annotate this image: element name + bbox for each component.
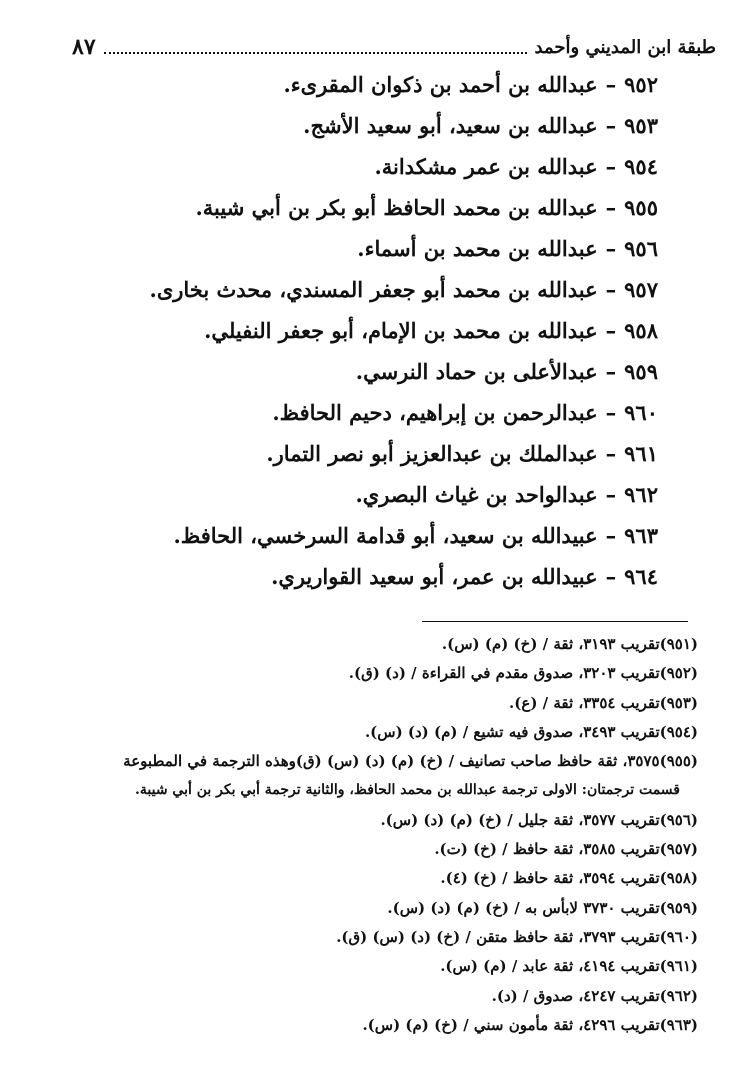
entry-dash: –	[605, 400, 617, 425]
entry-dash: –	[605, 318, 617, 343]
footnote: (٩٦٢)تقريب ٤٢٤٧، صدوق / (د).	[491, 986, 698, 1005]
entry-number: ٩٦٤	[624, 564, 658, 589]
list-item	[58, 556, 658, 597]
entry-dash: –	[605, 441, 617, 466]
entry-text: عبدالواحد بن غياث البصري.	[355, 482, 598, 507]
list-item	[58, 351, 658, 392]
entry-text: عبدالله بن عمر مشكدانة.	[374, 154, 598, 179]
entry-dash: –	[605, 72, 617, 97]
entry-text: عبيدالله بن سعيد، أبو قدامة السرخسي، الحافظ.	[173, 523, 598, 548]
entry-dash: –	[605, 564, 617, 589]
entry-number: ٩٥٥	[624, 195, 658, 220]
list-item	[58, 474, 658, 515]
footnote: (٩٥٦)تقريب ٣٥٧٧، ثقة جليل / (خ) (م) (د) (س).	[380, 810, 698, 829]
running-header	[72, 30, 716, 64]
entry-dash: –	[605, 236, 617, 261]
footnote: (٩٥٣)تقريب ٣٣٥٤، ثقة / (ع).	[509, 693, 698, 712]
list-item	[58, 64, 658, 105]
entry-dash: –	[605, 113, 617, 138]
entry-dash: –	[605, 482, 617, 507]
header-title: طبقة ابن المديني وأحمد	[534, 36, 716, 58]
entry-number: ٩٦٣	[624, 523, 658, 548]
footnote-divider	[422, 621, 688, 622]
list-item	[58, 269, 658, 310]
entry-number: ٩٥٣	[624, 113, 658, 138]
entry-dash: –	[605, 277, 617, 302]
entry-text: عبدالملك بن عبدالعزيز أبو نصر التمار.	[266, 441, 598, 466]
footnote: (٩٥٧)تقريب ٣٥٨٥، ثقة حافظ / (خ) (ت).	[434, 840, 698, 859]
entry-text: عبدالله بن محمد بن الإمام، أبو جعفر النفيلي.	[204, 318, 598, 343]
entry-number: ٩٥٤	[624, 154, 658, 179]
footnote: (٩٥٢)تقريب ٣٢٠٣، صدوق مقدم في القراءة / (د) (ق).	[348, 664, 698, 683]
entry-number: ٩٥٢	[624, 72, 658, 97]
footnote: (٩٥٩)تقريب ٣٧٣٠ لابأس به / (خ) (م) (د) (س).	[387, 898, 698, 917]
entry-number: ٩٦٢	[624, 482, 658, 507]
page-number: ٨٧	[72, 34, 96, 60]
footnote: (٩٦٣)تقريب ٤٢٩٦، ثقة مأمون سني / (خ) (م) (س).	[362, 1015, 698, 1034]
footnote: (٩٦٠)تقريب ٣٧٩٣، ثقة حافظ متقن / (خ) (د) (س) (ق).	[336, 927, 698, 946]
list-item	[58, 105, 658, 146]
entry-text: عبدالله بن أحمد بن ذكوان المقرىء.	[283, 72, 598, 97]
entry-number: ٩٥٦	[624, 236, 658, 261]
header-leader-dots	[104, 40, 527, 54]
footnote: (٩٦١)تقريب ٤١٩٤، ثقة عابد / (م) (س).	[440, 957, 698, 976]
entry-text: عبدالله بن محمد بن أسماء.	[357, 236, 598, 261]
list-item	[58, 310, 658, 351]
entry-dash: –	[605, 154, 617, 179]
entry-text: عبدالله بن سعيد، أبو سعيد الأشج.	[303, 113, 598, 138]
list-item	[58, 433, 658, 474]
entry-number: ٩٥٨	[624, 318, 658, 343]
entry-number: ٩٥٧	[624, 277, 658, 302]
entry-text: عبدالله بن محمد الحافظ أبو بكر بن أبي شيبة.	[195, 195, 598, 220]
footnote: (٩٥٨)تقريب ٣٥٩٤، ثقة حافظ / (خ) (٤).	[440, 869, 698, 888]
entry-text: عبدالأعلى بن حماد النرسي.	[355, 359, 598, 384]
entry-number: ٩٦١	[624, 441, 658, 466]
entry-text: عبيدالله بن عمر، أبو سعيد القواريري.	[271, 564, 598, 589]
list-item	[58, 392, 658, 433]
footnote-continuation: قسمت ترجمتان: الاولى ترجمة عبدالله بن محمد الحافظ، والثانية ترجمة أبي بكر بن أبي شيبة.	[134, 782, 680, 799]
entry-number: ٩٦٠	[624, 400, 658, 425]
list-item	[58, 187, 658, 228]
entry-dash: –	[605, 195, 617, 220]
entry-dash: –	[605, 359, 617, 384]
list-item	[58, 515, 658, 556]
entry-number: ٩٥٩	[624, 359, 658, 384]
footnote: (٩٥٥)٣٥٧٥، ثقة حافظ صاحب تصانيف / (خ) (م) (د) (س) (ق)وهذه الترجمة في المطبوعة	[123, 752, 698, 771]
footnote: (٩٥٤)تقريب ٣٤٩٣، صدوق فيه تشيع / (م) (د) (س).	[364, 722, 698, 741]
entry-text: عبدالرحمن بن إبراهيم، دحيم الحافظ.	[272, 400, 598, 425]
entry-text: عبدالله بن محمد أبو جعفر المسندي، محدث بخارى.	[149, 277, 598, 302]
list-item	[58, 228, 658, 269]
list-item	[58, 146, 658, 187]
footnote: (٩٥١)تقريب ٣١٩٣، ثقة / (خ) (م) (س).	[441, 635, 698, 653]
footnote-list	[48, 630, 698, 1040]
entry-dash: –	[605, 523, 617, 548]
entry-list	[58, 64, 658, 597]
